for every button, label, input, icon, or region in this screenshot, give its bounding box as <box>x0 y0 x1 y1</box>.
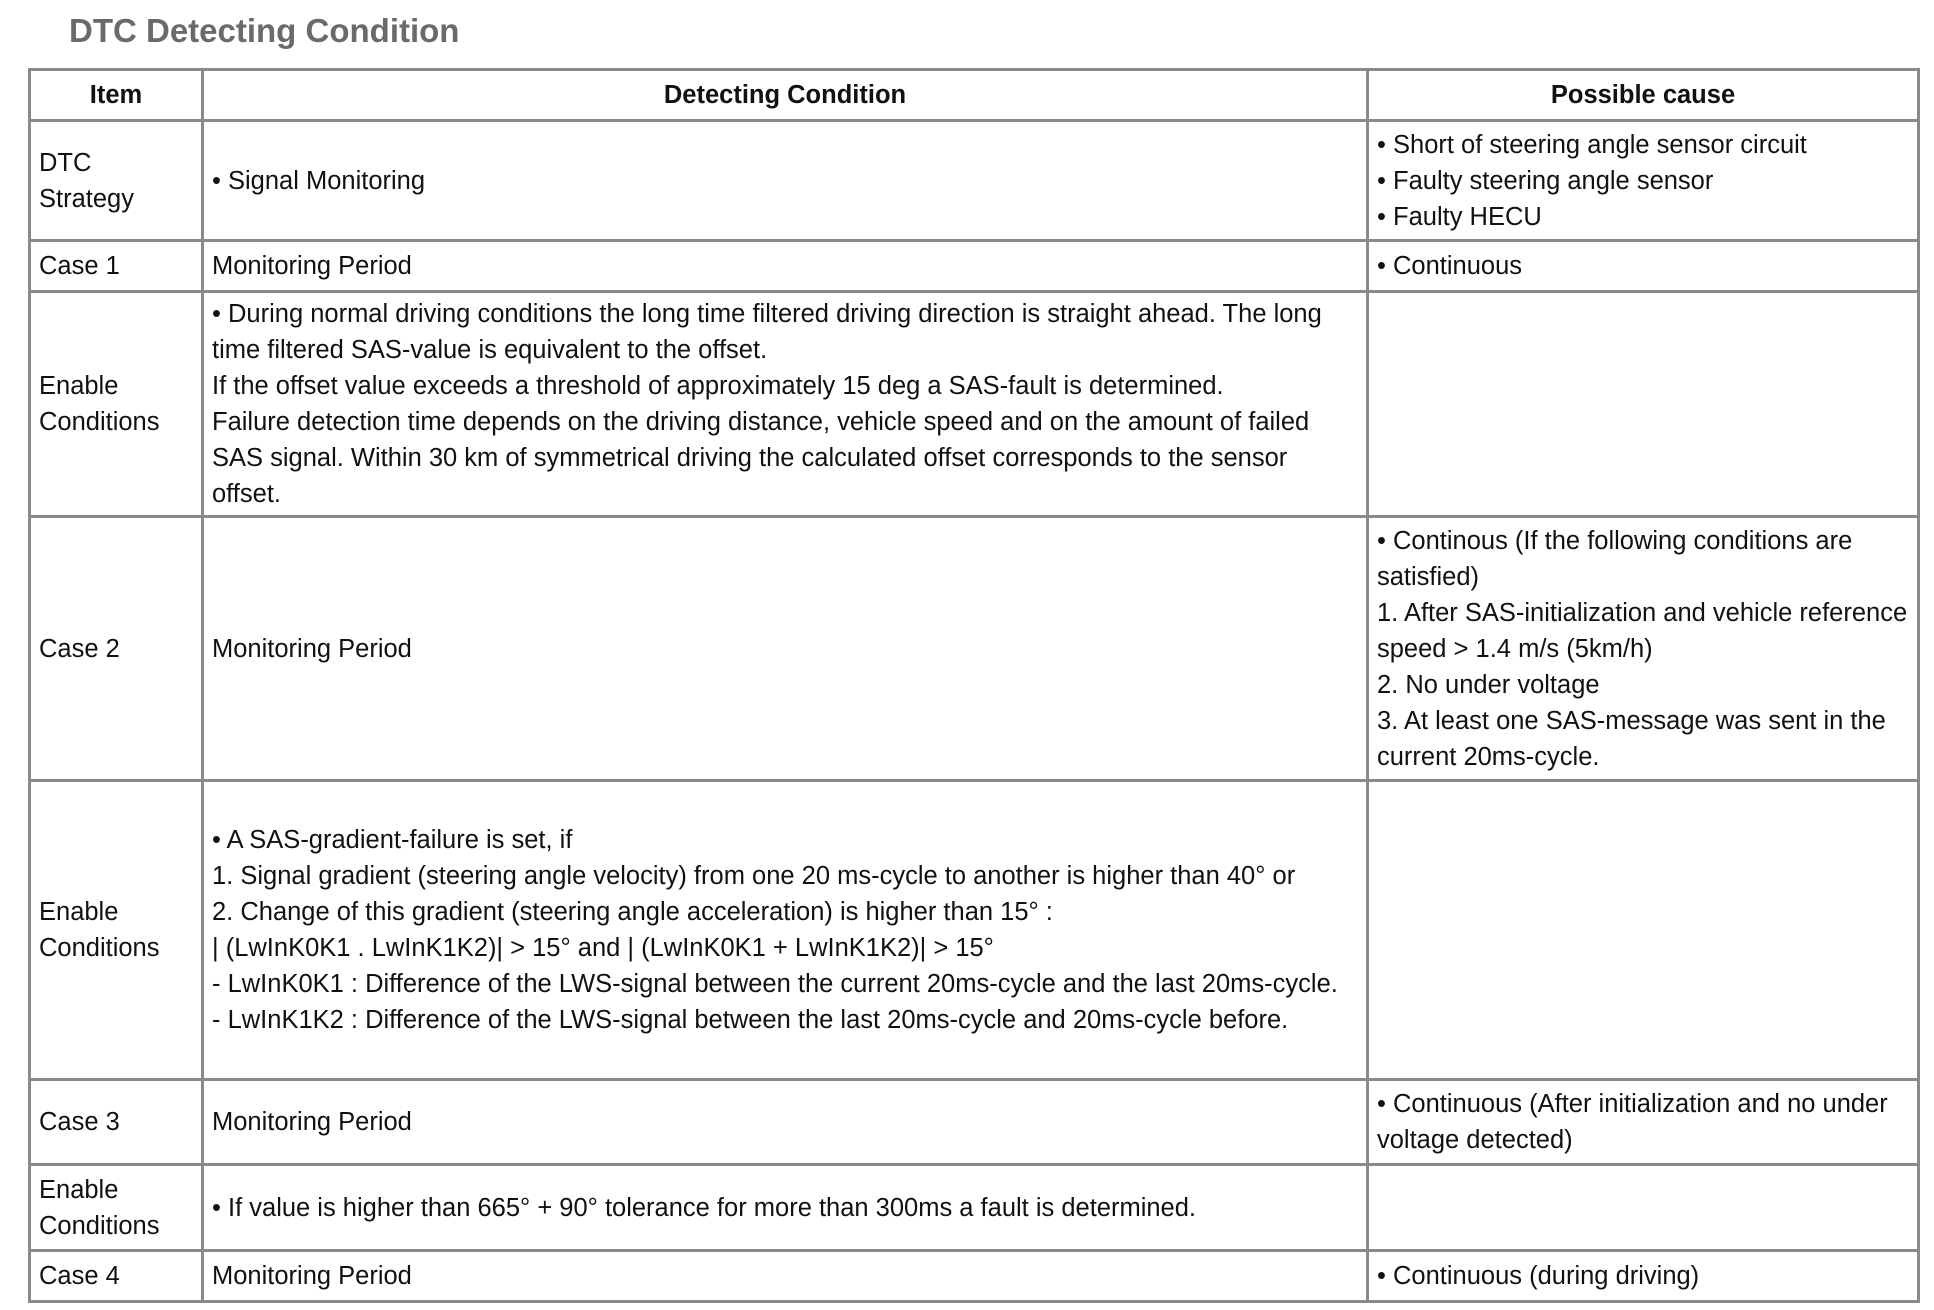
table-row <box>30 1251 1919 1302</box>
item-text: Case 1 <box>39 252 120 280</box>
table-row <box>30 781 1919 1080</box>
cell-cause <box>1368 292 1919 517</box>
condition-text: If the offset value exceeds a threshold of approximately 15 deg a SAS-fault is determined. <box>212 372 1224 400</box>
cell-item <box>30 781 203 1080</box>
cell-item <box>30 292 203 517</box>
table-row <box>30 121 1919 241</box>
condition-text: - LwInK1K2 : Difference of the LWS-signal between the last 20ms-cycle and 20ms-cycle before. <box>212 1006 1289 1034</box>
cell-cause <box>1368 517 1919 781</box>
table-row <box>30 292 1919 517</box>
condition-text: Monitoring Period <box>212 252 412 280</box>
condition-text: Monitoring Period <box>212 1108 412 1136</box>
condition-text: - LwInK0K1 : Difference of the LWS-signal between the current 20ms-cycle and the last 20ms-cycle. <box>212 970 1338 998</box>
header-detecting-condition: Detecting Condition <box>203 70 1368 121</box>
cell-item <box>30 1251 203 1302</box>
item-text: Enable <box>39 898 119 926</box>
condition-text: • If value is higher than 665° + 90° tolerance for more than 300ms a fault is determined. <box>212 1193 1197 1222</box>
condition-text: 2. Change of this gradient (steering angle acceleration) is higher than 15° : <box>212 898 1053 926</box>
cell-condition <box>203 517 1368 781</box>
cause-text: • Faulty HECU <box>1377 202 1542 231</box>
cell-cause <box>1368 781 1919 1080</box>
table-row <box>30 1165 1919 1251</box>
item-text: Conditions <box>39 408 160 436</box>
page-title: DTC Detecting Condition <box>69 12 460 49</box>
dtc-condition-table <box>28 68 1920 1303</box>
cause-text: • Short of steering angle sensor circuit <box>1377 130 1807 159</box>
cause-text: • Continous (If the following conditions are satisfied) <box>1377 526 1853 591</box>
cause-text: • Continuous <box>1377 252 1523 280</box>
condition-text: • Signal Monitoring <box>212 166 426 195</box>
cell-item <box>30 241 203 292</box>
condition-text: | (LwInK0K1 . LwInK1K2)| > 15° and | (LwInK0K1 + LwInK1K2)| > 15° <box>212 934 994 962</box>
cell-item <box>30 1080 203 1165</box>
cell-condition <box>203 241 1368 292</box>
condition-text: • A SAS-gradient-failure is set, if <box>212 826 573 854</box>
cell-condition <box>203 121 1368 241</box>
condition-text: Monitoring Period <box>212 1262 412 1290</box>
condition-text: Monitoring Period <box>212 634 412 663</box>
cell-condition <box>203 1251 1368 1302</box>
item-text: Conditions <box>39 1211 160 1240</box>
cause-text: • Continuous (After initialization and no under voltage detected) <box>1377 1090 1888 1154</box>
cause-text: • Continuous (during driving) <box>1377 1262 1700 1290</box>
cause-text: 3. At least one SAS-message was sent in the current 20ms-cycle. <box>1377 706 1886 771</box>
cause-text: 1. After SAS-initialization and vehicle reference speed > 1.4 m/s (5km/h) <box>1377 598 1908 663</box>
condition-text: Failure detection time depends on the driving distance, vehicle speed and on the amount of failed SAS signal. Within 30 km of symmetrical driving the calculated offset corresponds to the sensor offset. <box>212 408 1310 508</box>
cell-cause <box>1368 241 1919 292</box>
cell-condition <box>203 781 1368 1080</box>
cell-cause <box>1368 1080 1919 1165</box>
item-text: Enable <box>39 372 119 400</box>
cause-text: • Faulty steering angle sensor <box>1377 166 1714 195</box>
table-header-row <box>30 70 1919 121</box>
item-text: Case 3 <box>39 1108 120 1136</box>
item-text: Conditions <box>39 934 160 962</box>
condition-text: • During normal driving conditions the long time filtered driving direction is straight ahead. The long time filtered SAS-value is equivalent to the offset. <box>212 300 1322 364</box>
item-text: Case 4 <box>39 1262 120 1290</box>
header-item: Item <box>30 70 203 121</box>
item-text: Case 2 <box>39 634 120 663</box>
cell-condition <box>203 292 1368 517</box>
item-text: DTC <box>39 148 92 177</box>
table-row <box>30 241 1919 292</box>
table-row <box>30 517 1919 781</box>
cell-cause <box>1368 1165 1919 1251</box>
header-possible-cause: Possible cause <box>1368 70 1919 121</box>
cell-item <box>30 121 203 241</box>
cell-cause <box>1368 121 1919 241</box>
cell-condition <box>203 1080 1368 1165</box>
cell-item <box>30 517 203 781</box>
cell-item <box>30 1165 203 1251</box>
cell-condition <box>203 1165 1368 1251</box>
item-text: Strategy <box>39 184 134 213</box>
item-text: Enable <box>39 1175 119 1204</box>
table-row <box>30 1080 1919 1165</box>
condition-text: 1. Signal gradient (steering angle velocity) from one 20 ms-cycle to another is higher than 40° or <box>212 862 1296 890</box>
cell-cause <box>1368 1251 1919 1302</box>
cause-text: 2. No under voltage <box>1377 670 1600 699</box>
